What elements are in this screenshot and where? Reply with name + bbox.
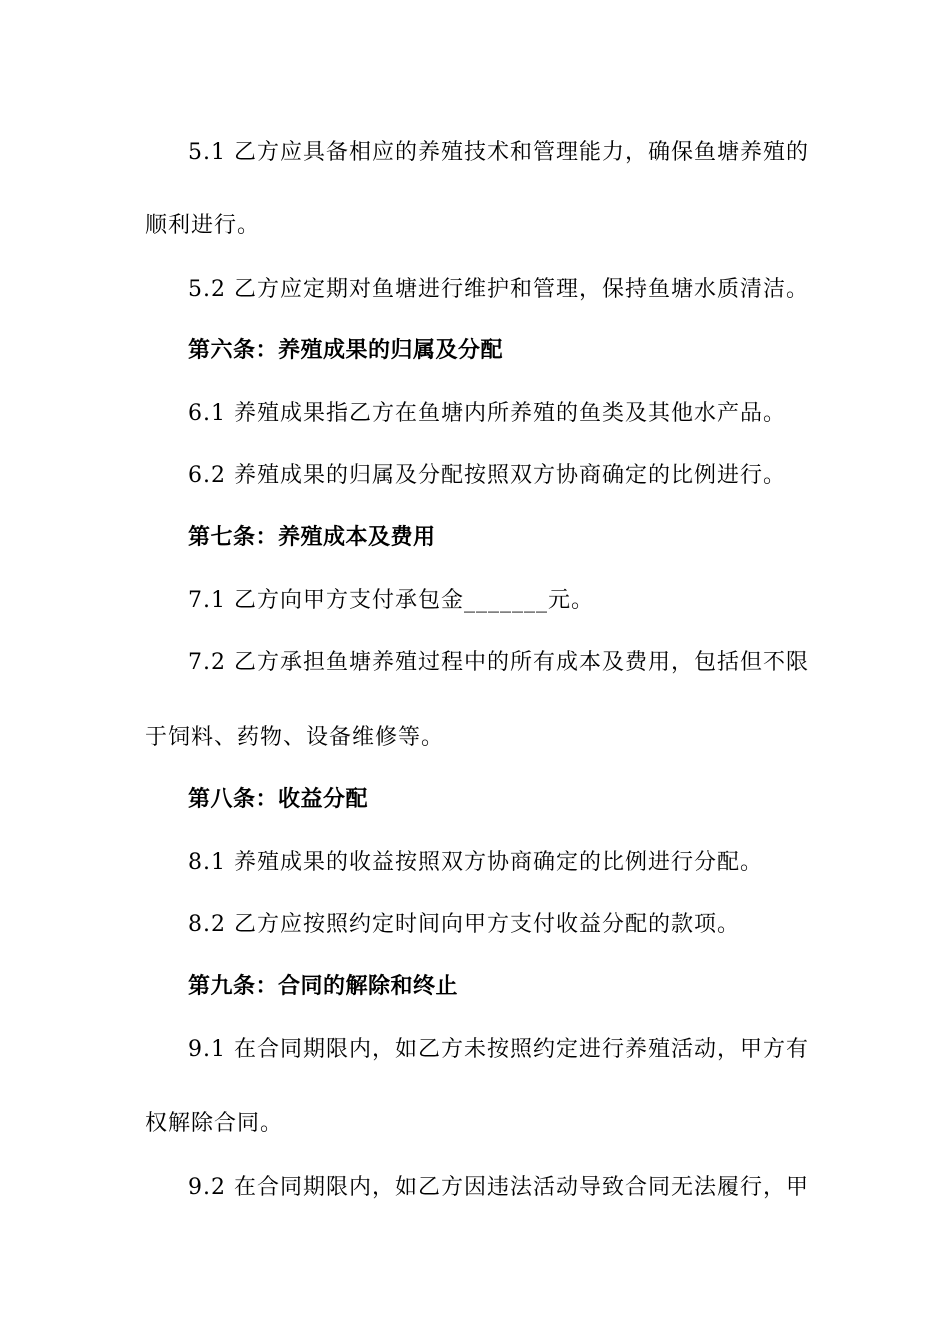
clause-5-1-text: 5.1 乙方应具备相应的养殖技术和管理能力，确保鱼塘养殖的	[188, 140, 809, 165]
clause-8-2-text: 8.2 乙方应按照约定时间向甲方支付收益分配的款项。	[188, 912, 740, 937]
clause-5-1-continuation: 顺利进行。	[145, 213, 261, 238]
clause-6-2-text: 6.2 养殖成果的归属及分配按照双方协商确定的比例进行。	[188, 463, 786, 488]
clause-9-1-continuation: 权解除合同。	[145, 1111, 284, 1136]
clause-6-1-text: 6.1 养殖成果指乙方在鱼塘内所养殖的鱼类及其他水产品。	[188, 401, 786, 426]
clause-9-1-text: 9.1 在合同期限内，如乙方未按照约定进行养殖活动，甲方有	[188, 1037, 809, 1062]
clause-7-2-continuation: 于饲料、药物、设备维修等。	[145, 725, 445, 750]
article-9-heading: 第九条：合同的解除和终止	[188, 974, 459, 999]
article-7-heading: 第七条：养殖成本及费用	[188, 525, 436, 550]
clause-7-2-text: 7.2 乙方承担鱼塘养殖过程中的所有成本及费用，包括但不限	[188, 650, 809, 675]
clause-5-2-text: 5.2 乙方应定期对鱼塘进行维护和管理，保持鱼塘水质清洁。	[188, 277, 809, 302]
clause-7-1-text: 7.1 乙方向甲方支付承包金_______元。	[188, 588, 594, 613]
article-8-heading: 第八条：收益分配	[188, 787, 369, 812]
clause-8-1-text: 8.1 养殖成果的收益按照双方协商确定的比例进行分配。	[188, 850, 763, 875]
clause-9-2-text: 9.2 在合同期限内，如乙方因违法活动导致合同无法履行，甲	[188, 1175, 809, 1200]
article-6-heading: 第六条：养殖成果的归属及分配	[188, 338, 504, 363]
